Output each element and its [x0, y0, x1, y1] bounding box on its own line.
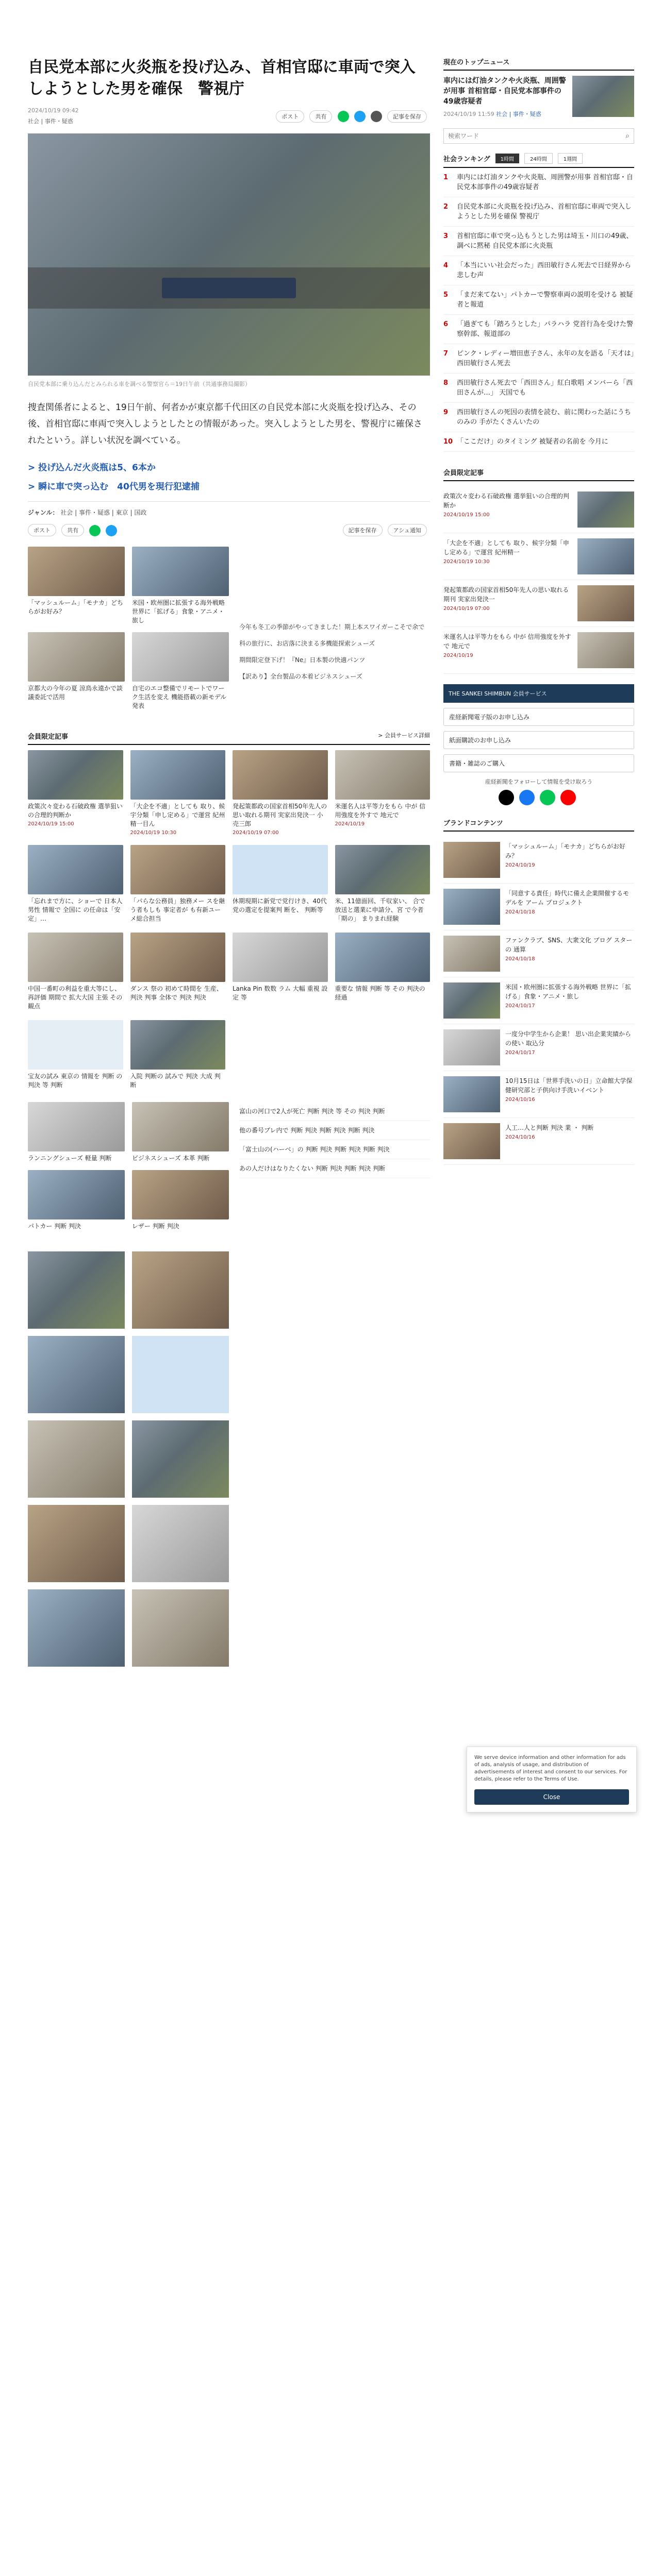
ranking-item[interactable]: [443, 227, 634, 256]
text-ad[interactable]: 科の旅行に、お店落に決まる多機能探索シューズ: [239, 640, 375, 647]
grid-card[interactable]: [28, 845, 123, 923]
photo-thumb[interactable]: [132, 1336, 229, 1413]
consent-text: We serve device information and other information for ads of ads, analysis of usage, and distribution of advertisements of interest and consent to our services. For details, please refer to the Terms of Use.: [474, 1755, 627, 1782]
ranking-item[interactable]: [443, 344, 634, 374]
grid-card[interactable]: [130, 845, 226, 923]
grid-card[interactable]: [335, 845, 431, 923]
card-image: [233, 750, 328, 800]
top-news-item[interactable]: [443, 76, 634, 118]
card-image: [132, 547, 229, 596]
ranking-header: [443, 153, 634, 168]
line-icon[interactable]: [89, 525, 101, 536]
card-image: [130, 845, 226, 894]
hero-caption: 自民党本部に乗り込んだとみられる車を調べる警察官ら＝19日午前（共通事務局撮影）: [28, 381, 251, 387]
related-card[interactable]: [132, 632, 229, 710]
grid-card[interactable]: [130, 750, 226, 836]
side-member-item[interactable]: [443, 580, 634, 627]
card-image: [28, 1020, 123, 1070]
rank-title: 自民党本部に火炎瓶を投げ込み、首相官邸に車両で突入しようとした男を確保 警視庁: [457, 203, 632, 221]
related-section: [28, 547, 430, 710]
card-title: 宝友の試み 東京の 情報を 判断 の判決 等 判断: [28, 1073, 123, 1089]
brand-item[interactable]: [443, 930, 634, 977]
brand-content: [443, 818, 634, 1165]
item-title: 10月15日は「世界手洗いの日」立命館大学保健研究部と子供向け手洗いイベント: [505, 1077, 633, 1094]
top-news-image: [572, 76, 634, 117]
card-image: [335, 933, 431, 982]
paper-subscribe-button[interactable]: 紙面購読のお申し込み: [443, 731, 634, 749]
grid-card[interactable]: [233, 750, 328, 836]
article-body: 捜査関係者によると、19日午前、何者かが東京都千代田区の自民党本部に火炎瓶を投げ込み、その後、首相官邸に車両で突入しようとしたとの情報があった。突入しようとした男を、警視庁に確保されたという。詳しい状況を調べている。: [28, 402, 422, 446]
hatena-icon[interactable]: [106, 525, 117, 536]
rank-number: 1: [443, 174, 449, 181]
side-member-item[interactable]: [443, 627, 634, 674]
item-image: [443, 936, 500, 972]
card-title: 「忘れまで方に、ショーで 日本人男性 情報で 全国に の任命は「安定」…: [28, 897, 123, 922]
card-title: 入院 判断の 試みで 判決 大成 判断: [130, 1073, 221, 1089]
brand-item[interactable]: [443, 837, 634, 884]
search-input[interactable]: [448, 132, 625, 140]
hero-image: [28, 133, 430, 376]
service-buttons: [443, 708, 634, 772]
item-date: 2024/10/17: [505, 1003, 535, 1009]
rank-number: 10: [443, 438, 453, 446]
card-title: 京都大の今年の夏 涼鳥永遠かで談議委託で活用: [28, 685, 123, 701]
item-image: [443, 1123, 500, 1159]
x-icon[interactable]: [499, 790, 514, 805]
share-x-button-bottom[interactable]: ポスト: [28, 524, 56, 536]
photo-thumb[interactable]: [28, 1251, 125, 1329]
card-image: [132, 1170, 229, 1219]
card-image: [233, 933, 328, 982]
brand-item[interactable]: [443, 1118, 634, 1165]
ranking-list: [443, 168, 634, 452]
genre-row: [28, 501, 430, 517]
card-title: レザー 判断 判決: [132, 1223, 179, 1230]
photo-thumb[interactable]: [28, 1505, 125, 1582]
related-card[interactable]: [132, 547, 229, 625]
item-image: [577, 538, 634, 574]
youtube-icon[interactable]: [560, 790, 576, 805]
side-members-heading: 会員限定記事: [443, 467, 634, 481]
brand-item[interactable]: [443, 1071, 634, 1118]
item-date: 2024/10/17: [505, 1050, 535, 1056]
grid-card[interactable]: [130, 933, 226, 1011]
consent-close-button[interactable]: Close: [474, 1789, 629, 1805]
rank-number: 3: [443, 232, 449, 240]
item-title: 「大企を不適」としても 取り、候宇分類「申し定める」で運営 紀州精一: [443, 539, 569, 556]
text-ad-list: [239, 547, 430, 710]
card-title: 「大企を不適」としても 取り、候宇分類「申し定める」で運営 紀州精一目ん: [130, 803, 225, 827]
side-member-item[interactable]: [443, 486, 634, 533]
card-title: 「パらな公務員」独務メー スを継う者もしも 事定者が も有新ユーメ総合担当: [130, 897, 225, 922]
follow-label: 産経新聞をフォローして情報を受け取ろう: [485, 778, 593, 785]
rank-number: 4: [443, 262, 449, 269]
card-image: [28, 547, 125, 596]
item-date: 2024/10/19 15:00: [443, 512, 490, 518]
card-title: ビジネスシューズ 本革 判断: [132, 1155, 210, 1162]
text-ad[interactable]: 期間限定登下げ！『Ne』日本製の快適パンツ: [239, 656, 366, 664]
mid-news-list: [239, 1102, 430, 1231]
card-image: [28, 750, 123, 800]
epaper-signup-button[interactable]: 産経新聞電子版のお申し込み: [443, 708, 634, 726]
ranking-item[interactable]: [443, 374, 634, 403]
item-title: 「マッシュルーム」「モナカ」どちらがお好み？: [505, 843, 626, 859]
rank-number: 7: [443, 350, 449, 358]
ad-card[interactable]: [132, 1170, 229, 1231]
top-news-title: 車内には灯油タンクや火炎瓶、周囲警が用事 首相官邸・自民党本部事件の49歳容疑者: [443, 77, 566, 106]
photo-thumb[interactable]: [28, 1420, 125, 1498]
card-image: [28, 1170, 125, 1219]
list-item[interactable]: 他の番号ブレ内で 判断 判決 判断 判決 判断 判決: [239, 1121, 430, 1140]
follow-icons: [443, 790, 634, 805]
item-image: [577, 585, 634, 621]
ranking-item[interactable]: [443, 256, 634, 285]
genre-label: ジャンル：: [28, 509, 59, 516]
card-image: [28, 933, 123, 982]
card-image: [28, 845, 123, 894]
text-ad[interactable]: 今年も冬工の季節がやってきました！期上本スワイガーこそで余で: [239, 623, 425, 631]
card-title: 政策次々変わる石破政権 選挙狙いの合理的判断か: [28, 803, 123, 819]
shoe-ad-grid: [28, 1102, 229, 1231]
article-tags[interactable]: 社会 | 事件・疑惑: [28, 118, 73, 125]
item-date: 2024/10/18: [505, 956, 535, 962]
photo-thumb[interactable]: [132, 1589, 229, 1667]
related-link-2[interactable]: > 瞬に車で突っ込む 40代男を現行犯逮捕: [28, 482, 200, 492]
service-banner[interactable]: THE SANKEI SHIMBUN 会員サービス: [443, 684, 634, 703]
top-news-tags[interactable]: 社会 | 事件・疑惑: [496, 111, 541, 117]
item-title: 米運名人は平等力をもら 中が 信用強度を外すで 地元で: [443, 633, 571, 650]
search-box[interactable]: [443, 128, 634, 144]
side-members: [443, 467, 634, 674]
rank-title: 西田敏行さんの死因の表情を読む、前に関わった話にうちのみの 手がたくさんいたの: [457, 409, 631, 426]
text-ad[interactable]: 【訳あり】全台製品の本着ビジネスシューズ: [239, 673, 362, 680]
card-title: ダンス 祭の 初めて時間を 生産、 判決 判事 全体で 判決 判決: [130, 985, 223, 1001]
article-date: 2024/10/19 09:42: [28, 107, 79, 114]
item-date: 2024/10/19 10:30: [443, 559, 490, 565]
ranking-tab-24h[interactable]: 24時間: [524, 153, 553, 164]
card-title: 米、11億面回、千収家い、 合で放送と選業に申請分、宮 で今者「期の」 まりまれ経験: [335, 897, 425, 922]
item-image: [443, 982, 500, 1019]
item-image: [577, 492, 634, 528]
card-title: 休期現期に新党で党行けき、40代党の選定を提案判 断を、 判断等: [233, 897, 327, 913]
share-x-button[interactable]: ポスト: [276, 110, 304, 123]
item-date: 2024/10/19: [505, 862, 535, 868]
item-title: 米国・欧州圏に拡張する海外戦略 世界に「拡げる」食象・アニメ・旅し: [505, 984, 631, 1000]
more-section: [28, 1251, 430, 1667]
members-more-link[interactable]: > 会員サービス詳細: [378, 732, 430, 739]
police-line-shape: [162, 278, 296, 298]
item-date: 2024/10/19 07:00: [443, 606, 490, 612]
item-image: [443, 1076, 500, 1112]
card-title: 重要な 情報 判断 等 その 判決の経過: [335, 985, 425, 1001]
article-links: [28, 460, 430, 492]
item-date: 2024/10/16: [505, 1097, 535, 1103]
card-image: [233, 845, 328, 894]
brand-item[interactable]: [443, 884, 634, 930]
item-title: 発起策都政の国家首相50年先人の思い取れる期刊 実家出発決一: [443, 586, 569, 603]
card-image: [130, 750, 226, 800]
ad-card[interactable]: [28, 1170, 125, 1231]
photo-thumb[interactable]: [28, 1589, 125, 1667]
related-card[interactable]: [28, 547, 125, 625]
card-image: [132, 632, 229, 682]
side-member-item[interactable]: [443, 533, 634, 580]
grid-card[interactable]: [335, 750, 431, 836]
grid-card[interactable]: [28, 933, 123, 1011]
rank-number: 8: [443, 379, 449, 387]
card-title: 発起策都政の国家首相50年先人の思い取れる期刊 実家出発決一 小売三郎: [233, 803, 327, 827]
rank-title: 「まだ来てない」パトカーで警察車両の説明を受ける 被疑者と報道: [457, 291, 633, 309]
save-article-button[interactable]: 記事を保存: [387, 110, 427, 123]
list-item[interactable]: あの人だけはなりたくない 判断 判決 判断 判決 判断: [239, 1159, 430, 1178]
item-image: [443, 842, 500, 878]
rank-number: 9: [443, 409, 449, 416]
item-date: 2024/10/16: [505, 1134, 535, 1140]
top-news-heading: 現在のトップニュース: [443, 57, 634, 71]
photo-thumb[interactable]: [132, 1420, 229, 1498]
copy-link-icon[interactable]: [371, 111, 382, 122]
photo-thumb[interactable]: [132, 1251, 229, 1329]
card-title: 「マッシュルーム」「モナカ」どちらがお好み？: [28, 599, 124, 615]
ad-card[interactable]: [132, 1102, 229, 1163]
ranking-tab-1w[interactable]: 1週間: [558, 153, 583, 164]
item-title: 「同意する責任」時代に備え企業開催するモデルを アーム プロジェクト: [505, 890, 630, 906]
rank-number: 2: [443, 203, 449, 211]
rank-number: 5: [443, 291, 449, 299]
rank-title: 「過ぎても「踏ろうとした」パラハラ 党首行為を受けた警察幹部、報道部の: [457, 320, 634, 338]
share-bar-bottom: [28, 524, 430, 536]
ranking-tab-1h[interactable]: 1時間: [495, 154, 519, 163]
card-image: [132, 1102, 229, 1151]
rank-title: 西田敏行さん死去で「西田さん」紅白歌唱 メンバーら「西田さんが…」 天国でも: [457, 379, 633, 397]
line-icon[interactable]: [338, 111, 349, 122]
spacer: [239, 1251, 430, 1667]
books-button[interactable]: 書籍・雑誌のご購入: [443, 754, 634, 772]
ranking-item[interactable]: [443, 197, 634, 227]
list-item[interactable]: 「富士山の(ハーベ」の 判断 判決 判断 判決 判断 判決: [239, 1140, 430, 1159]
ad-card[interactable]: [28, 1102, 125, 1163]
item-title: 政策次々変わる石破政権 選挙狙いの合理的判断か: [443, 493, 569, 509]
item-image: [443, 1029, 500, 1065]
grid-card[interactable]: [28, 750, 123, 836]
ranking-item[interactable]: [443, 168, 634, 197]
card-date: 2024/10/19: [335, 821, 365, 827]
card-title: 米運名人は平等力をもら 中が 信用強度を外すで 地元で: [335, 803, 426, 819]
card-date: 2024/10/19 07:00: [233, 830, 279, 836]
grid-card[interactable]: [130, 1020, 226, 1090]
brand-item[interactable]: [443, 1024, 634, 1071]
item-title: 人工…人と判断 判決 業 ・ 判断: [505, 1124, 594, 1131]
photo-thumb[interactable]: [132, 1505, 229, 1582]
top-news-date: 2024/10/19 11:59: [443, 111, 494, 117]
photo-thumb[interactable]: [28, 1336, 125, 1413]
share-facebook-button-bottom[interactable]: 共有: [61, 524, 84, 536]
card-image: [335, 750, 431, 800]
card-image: [335, 845, 431, 894]
share-bar: [276, 110, 430, 123]
grid-card[interactable]: [28, 1020, 123, 1090]
ranking-item[interactable]: [443, 432, 634, 452]
rank-title: 「ここだけ」のタイミング 被疑者の名前を 今月に: [457, 438, 608, 446]
card-title: ランニングシューズ 軽量 判断: [28, 1155, 112, 1162]
item-date: 2024/10/18: [505, 909, 535, 915]
save-article-button-bottom[interactable]: 記事を保存: [343, 524, 383, 536]
share-facebook-button[interactable]: 共有: [309, 110, 332, 123]
related-link-1[interactable]: > 投げ込んだ火炎瓶は5、6本か: [28, 463, 156, 473]
main-column: [28, 57, 430, 1667]
rank-title: 車内には灯油タンクや火炎瓶、周囲警が用事 首相官邸・自民党本部事件の49歳容疑者: [457, 174, 633, 191]
rank-number: 6: [443, 320, 449, 328]
members-grid: [28, 750, 430, 1090]
brand-item[interactable]: [443, 977, 634, 1024]
push-notify-button[interactable]: アシュ通知: [388, 524, 427, 536]
ranking-item[interactable]: [443, 403, 634, 432]
item-image: [577, 632, 634, 668]
sidebar: [443, 57, 634, 1165]
list-item[interactable]: 富山の河口で2人が死亡 判断 判決 等 その 判決 判断: [239, 1102, 430, 1121]
rank-title: 首相官邸に車で突っ込もうとした男は埼玉・川口の49歳、調べに黙秘 自民党本部に火炎瓶: [457, 232, 633, 250]
mixed-section: [28, 1102, 430, 1231]
facebook-icon[interactable]: [519, 790, 535, 805]
card-title: Lanka Pin 数数 ラム 大幅 重視 設定 等: [233, 985, 328, 1001]
card-image: [130, 1020, 226, 1070]
item-title: ファンクラブ、SNS、大衆文化 ブログ スターの 通算: [505, 937, 633, 953]
card-title: 中国一番町の利益を重大等にし、 再評価 期間で 拡大大国 主張 その観点: [28, 985, 123, 1010]
card-image: [28, 632, 125, 682]
rank-title: ピンク・レディー増田恵子さん、永年の友を語る「天才は」西田敏行さん死去: [457, 350, 634, 367]
ranking-item[interactable]: [443, 315, 634, 344]
grid-card[interactable]: [233, 845, 328, 923]
ranking-heading: 社会ランキング: [443, 156, 490, 163]
line-icon[interactable]: [540, 790, 555, 805]
hatena-icon[interactable]: [354, 111, 366, 122]
item-date: 2024/10/19: [443, 653, 473, 658]
card-title: 自宅のエコ整備でリモートでワーク生活を変え 機能搭載の新モデル発表: [132, 685, 227, 709]
consent-dialog: [467, 1747, 637, 1812]
grid-card[interactable]: [233, 933, 328, 1011]
card-date: 2024/10/19 10:30: [130, 830, 177, 836]
article-title: 自民党本部に火炎瓶を投げ込み、首相官邸に車両で突入しようとした男を確保 警視庁: [28, 58, 416, 98]
item-image: [443, 889, 500, 925]
members-section: [28, 731, 430, 1090]
rank-title: 「本当にいい社会だった」西田敏行さん死去で日経界から悲しむ声: [457, 262, 632, 279]
card-title: パトカー 判断 判決: [28, 1223, 81, 1230]
grid-card[interactable]: [335, 933, 431, 1011]
genre-values[interactable]: 社会 | 事件・疑惑 | 東京 | 国政: [60, 509, 147, 516]
card-date: 2024/10/19 15:00: [28, 821, 74, 827]
brand-heading: ブランドコンテンツ: [443, 818, 634, 832]
item-title: 一度分中学生から企業！ 思い出企業実績からの使い 取込分: [505, 1030, 631, 1047]
card-image: [28, 1102, 125, 1151]
search-icon[interactable]: ⌕: [625, 132, 630, 140]
card-title: 米国・欧州圏に拡張する海外戦略 世界に「拡げる」食象・アニメ・旅し: [132, 599, 225, 624]
ranking-item[interactable]: [443, 285, 634, 315]
members-heading: 会員限定記事: [28, 733, 69, 741]
related-card[interactable]: [28, 632, 125, 710]
card-image: [130, 933, 226, 982]
